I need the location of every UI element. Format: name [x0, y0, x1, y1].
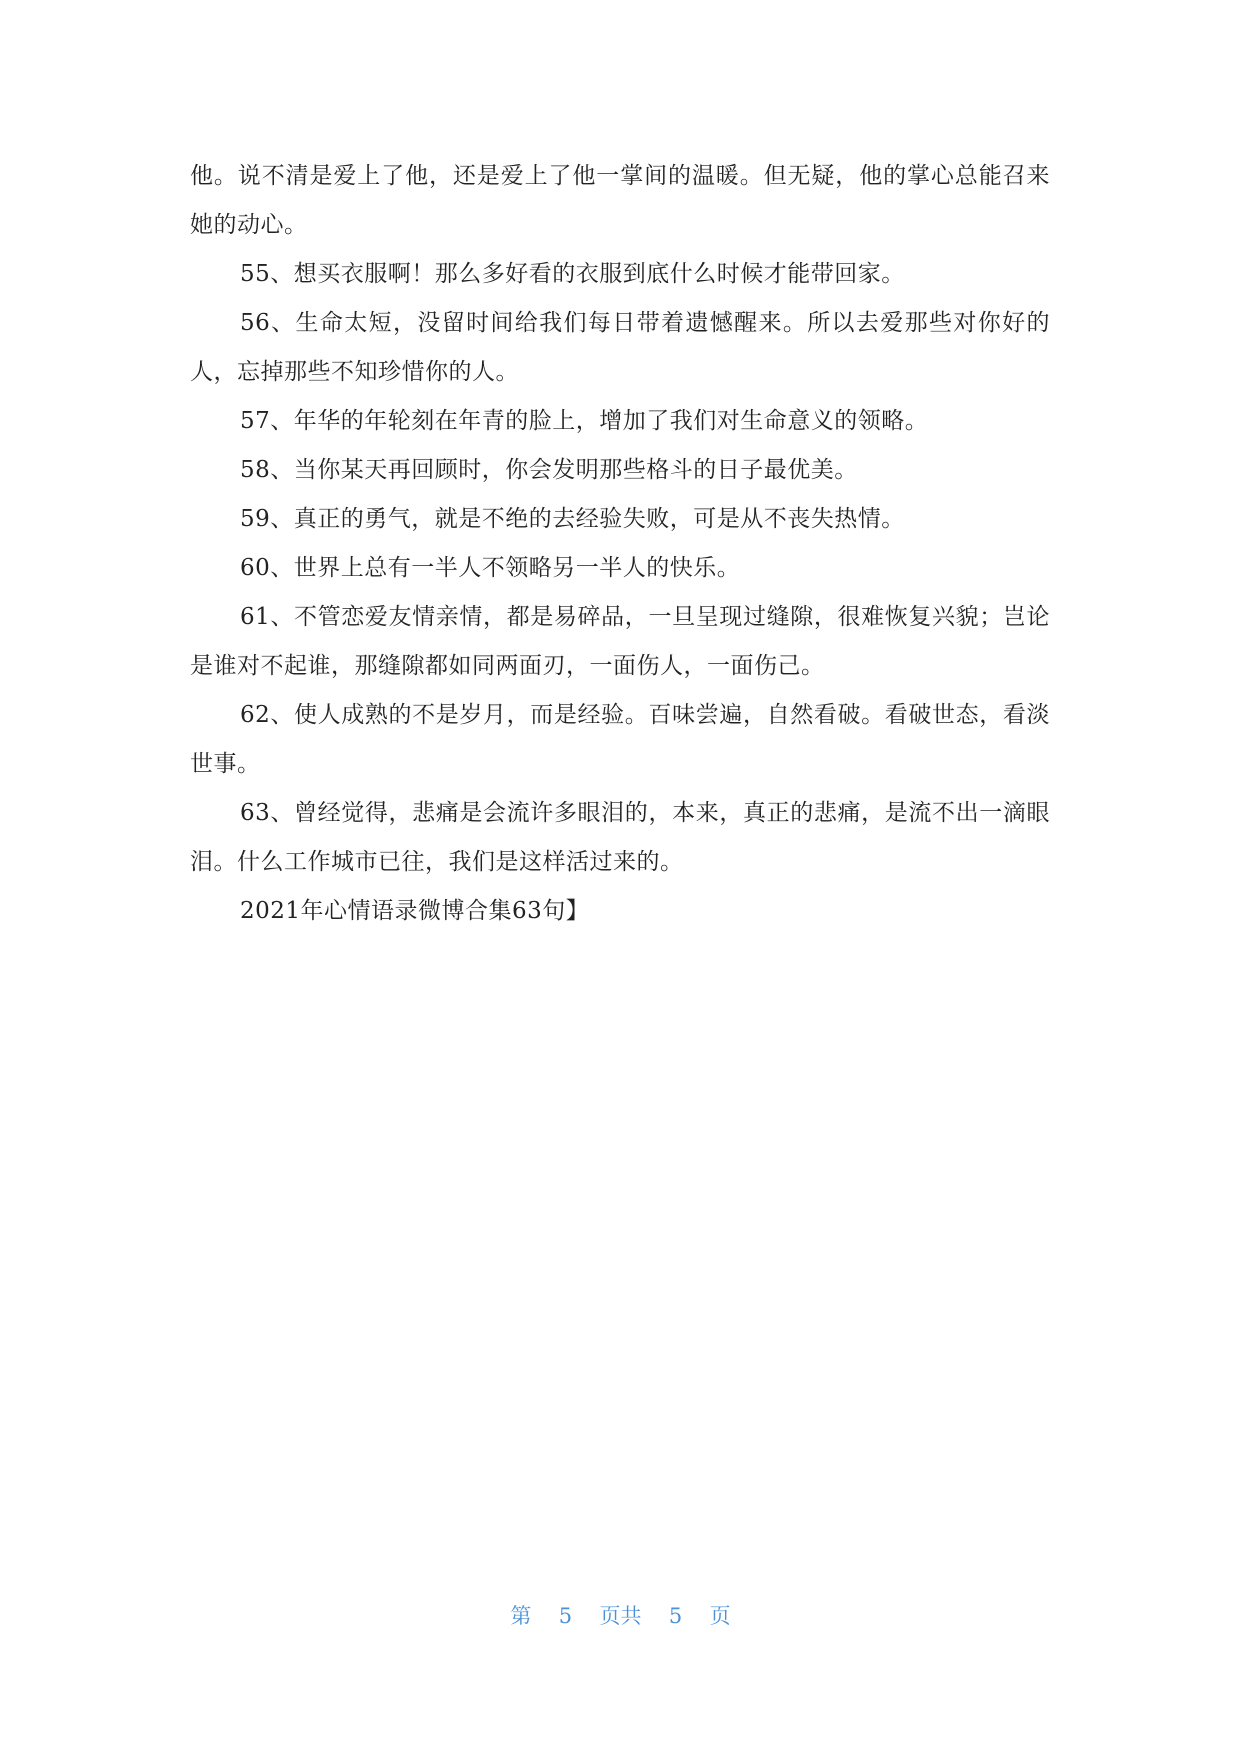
page-footer [0, 1600, 1241, 1630]
current-page-number: 5 [558, 1604, 573, 1628]
paragraph: 58、当你某天再回顾时，你会发明那些格斗的日子最优美。 [240, 457, 858, 483]
document-body [190, 152, 1050, 936]
paragraph: 55、想买衣服啊！那么多好看的衣服到底什么时候才能带回家。 [240, 261, 905, 287]
paragraph: 63、曾经觉得，悲痛是会流许多眼泪的，本来，真正的悲痛，是流不出一滴眼泪。什么工作城市已往，我们是这样活过来的。 [190, 800, 1050, 875]
paragraph: 61、不管恋爱友情亲情，都是易碎品，一旦呈现过缝隙，很难恢复兴貌；岂论是谁对不起谁，那缝隙都如同两面刃，一面伤人，一面伤己。 [190, 604, 1050, 679]
page-label-mid: 页共 [599, 1604, 642, 1628]
paragraph: 62、使人成熟的不是岁月，而是经验。百味尝遍，自然看破。看破世态，看淡世事。 [190, 702, 1050, 777]
paragraph: 他。说不清是爱上了他，还是爱上了他一掌间的温暖。但无疑，他的掌心总能召来她的动心。 [190, 163, 1050, 238]
paragraph: 57、年华的年轮刻在年青的脸上，增加了我们对生命意义的领略。 [240, 408, 929, 434]
total-pages-number: 5 [668, 1604, 683, 1628]
paragraph: 56、生命太短，没留时间给我们每日带着遗憾醒来。所以去爱那些对你好的人，忘掉那些不知珍惜你的人。 [190, 310, 1050, 385]
paragraph: 2021年心情语录微博合集63句】 [240, 898, 590, 924]
paragraph: 59、真正的勇气，就是不绝的去经验失败，可是从不丧失热情。 [240, 506, 905, 532]
page-label-suffix: 页 [709, 1604, 731, 1628]
paragraph: 60、世界上总有一半人不领略另一半人的快乐。 [240, 555, 741, 581]
page-label-prefix: 第 [510, 1604, 532, 1628]
